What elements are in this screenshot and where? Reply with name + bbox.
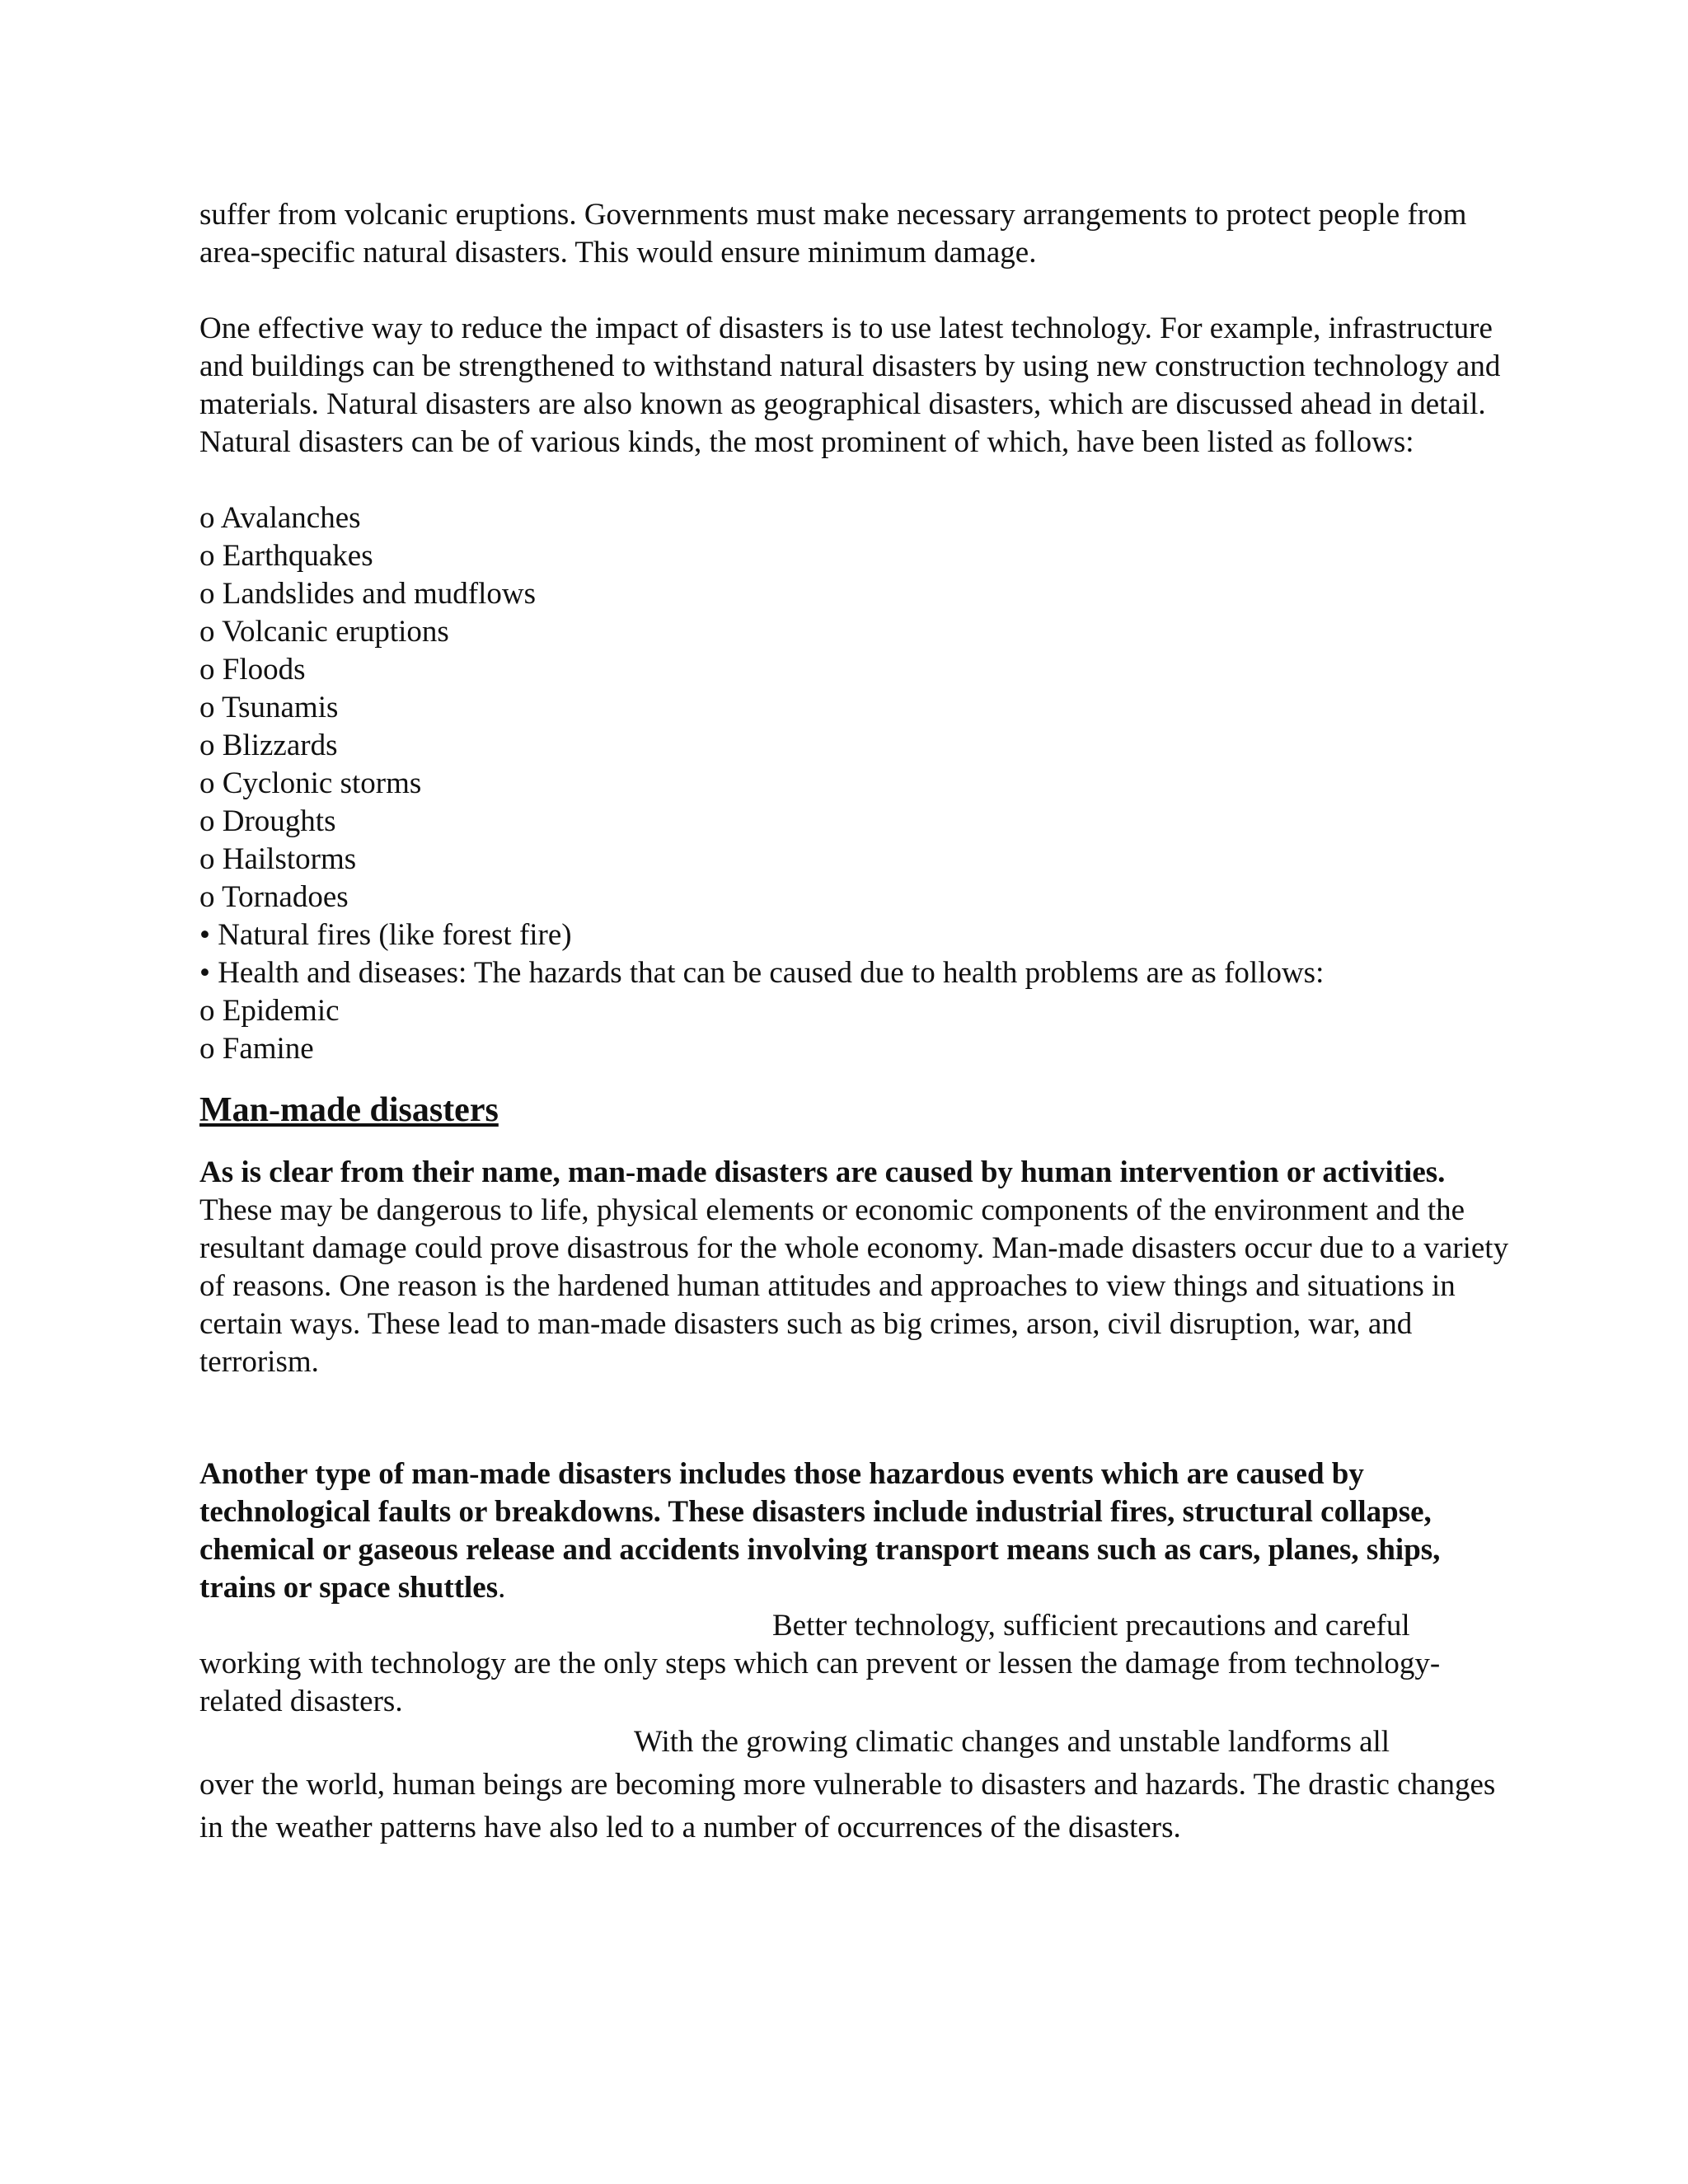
list-item-cyclonic-storms: o Cyclonic storms xyxy=(199,766,422,800)
technological-period: . xyxy=(498,1571,506,1605)
section-heading-man-made: Man-made disasters xyxy=(199,1091,499,1129)
technological-paragraph xyxy=(199,1455,1510,1607)
list-item-earthquakes: o Earthquakes xyxy=(199,539,373,573)
manmade-bold-lead: As is clear from their name, man-made disasters are caused by human intervention or activities. xyxy=(199,1155,1446,1189)
climate-paragraph xyxy=(199,1721,1510,1849)
list-item-volcanic-eruptions: o Volcanic eruptions xyxy=(199,615,449,649)
technology-paragraph: One effective way to reduce the impact of disasters is to use latest technology. For example, infrastructure and buildings can be strengthened to withstand natural disasters by using new construction technology and materials. Natural disasters are also known as geographical disasters, which are discussed ahead in detail. Natural disasters can be of various kinds, the most prominent of which, have been listed as follows: xyxy=(199,312,1501,459)
list-item-droughts: o Droughts xyxy=(199,804,336,838)
list-item-hailstorms: o Hailstorms xyxy=(199,842,357,876)
bullet-health-diseases: • Health and diseases: The hazards that can be caused due to health problems are as follows: xyxy=(199,956,1325,990)
list-item-floods: o Floods xyxy=(199,653,306,687)
list-item-tornadoes: o Tornadoes xyxy=(199,880,349,914)
better-technology-paragraph xyxy=(199,1607,1510,1721)
manmade-paragraph xyxy=(199,1154,1510,1381)
manmade-rest: These may be dangerous to life, physical elements or economic components of the environment and the resultant damage could prove disastrous for the whole economy. Man-made disasters occur due to a variety of reasons. One reason is the hardened human attitudes and approaches to view things and situations in certain ways. These lead to man-made disasters such as big crimes, arson, civil disruption, war, and terrorism. xyxy=(199,1193,1509,1379)
climate-rest: over the world, human beings are becoming more vulnerable to disasters and hazards. The drastic changes in the weather patterns have also led to a number of occurrences of the disasters. xyxy=(199,1768,1496,1844)
list-item-tsunamis: o Tsunamis xyxy=(199,691,339,724)
list-item-epidemic: o Epidemic xyxy=(199,994,340,1028)
list-item-landslides: o Landslides and mudflows xyxy=(199,577,536,611)
list-item-avalanches: o Avalanches xyxy=(199,501,361,535)
bullet-natural-fires: • Natural fires (like forest fire) xyxy=(199,918,572,952)
list-item-famine: o Famine xyxy=(199,1032,314,1066)
intro-paragraph: suffer from volcanic eruptions. Governments must make necessary arrangements to protect people from area-specific natural disasters. This would ensure minimum damage. xyxy=(199,198,1467,269)
better-technology-rest: working with technology are the only steps which can prevent or lessen the damage from technology-related disasters. xyxy=(199,1647,1441,1718)
technological-bold-text: Another type of man-made disasters includes those hazardous events which are caused by technological faults or breakdowns. These disasters include industrial fires, structural collapse, chemical or gaseous release and accidents involving transport means such as cars, planes, ships, trains or space shuttles xyxy=(199,1457,1441,1605)
spacer xyxy=(199,272,1510,310)
natural-disasters-list xyxy=(199,499,1510,1068)
spacer xyxy=(199,462,1510,499)
document-body xyxy=(199,196,1510,1849)
climate-first-line: With the growing climatic changes and unstable landforms all xyxy=(634,1725,1390,1759)
list-item-blizzards: o Blizzards xyxy=(199,729,338,762)
spacer xyxy=(199,1381,1510,1455)
better-technology-first-line: Better technology, sufficient precautions and careful xyxy=(772,1609,1410,1643)
